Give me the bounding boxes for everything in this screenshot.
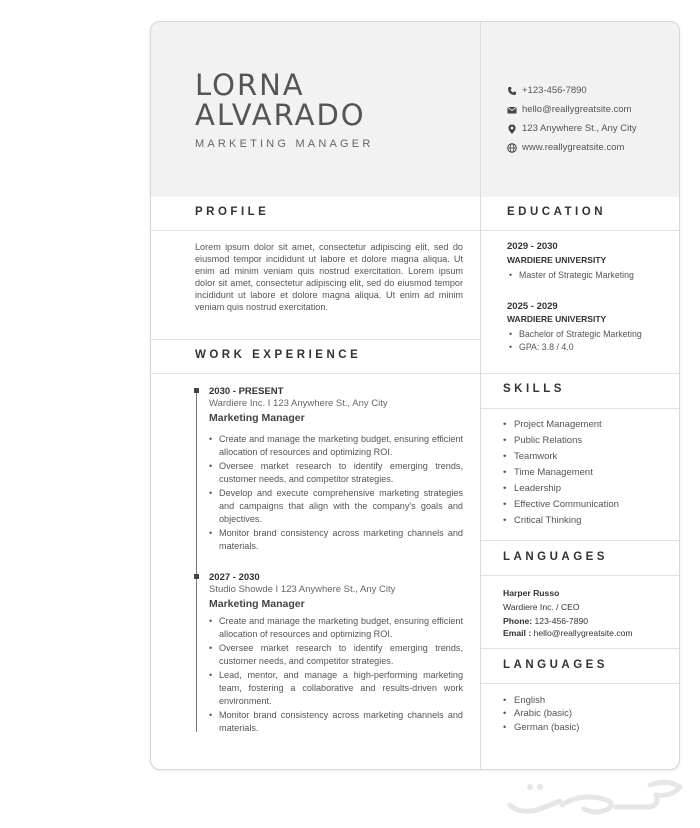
job-bullet: • Develop and execute comprehensive marketing strategies and campaigns that align with the company's goals and objectives. [209,487,463,527]
education-school: WARDIERE UNIVERSITY [507,314,607,324]
education-details [509,269,634,282]
address-text: 123 Anywhere St., Any City [522,123,637,134]
education-school: WARDIERE UNIVERSITY [507,255,607,265]
job-bullet: • Monitor brand consistency across marketing channels and materials. [209,527,463,554]
reference-email-value: hello@reallygreatsite.com [533,628,633,638]
skill-item: • Critical Thinking [503,513,619,529]
reference-divider [481,575,679,576]
column-divider [480,22,481,769]
job-bullets [209,433,463,554]
profile-divider [151,230,480,231]
language-item: • Arabic (basic) [503,707,579,720]
job-company: Wardiere Inc. I 123 Anywhere St., Any City [209,398,388,409]
reference-phone [503,616,588,626]
contact-email [507,104,631,115]
email-text: hello@reallygreatsite.com [522,104,632,115]
job-bullet: • Create and manage the marketing budget, ensuring efficient allocation of resources and optimizing ROI. [209,433,463,460]
skills-list [503,417,619,529]
reference-top-divider [481,540,679,541]
reference-phone-label: Phone: [503,616,533,626]
skills-heading: SKILLS [503,383,565,395]
job-role: Marketing Manager [209,412,305,424]
timeline-marker [194,388,199,393]
languages-divider [481,683,679,684]
education-item: • Bachelor of Strategic Marketing [509,328,642,341]
reference-email [503,628,633,638]
timeline-marker [194,574,199,579]
skill-item: • Effective Communication [503,497,619,513]
contact-address [507,123,637,134]
education-dates: 2025 - 2029 [507,301,558,312]
job-bullet: • Create and manage the marketing budget, ensuring efficient allocation of resources and optimizing ROI. [209,615,463,642]
skills-divider [481,408,679,409]
reference-phone-value: 123-456-7890 [534,616,589,626]
education-item: • GPA: 3.8 / 4.0 [509,341,642,354]
skill-item: • Public Relations [503,433,619,449]
full-name [195,70,366,130]
reference-name: Harper Russo [503,588,560,598]
job-bullet: • Oversee market research to identify emerging trends, customer needs, and competitor strategies. [209,460,463,487]
reference-heading: LANGUAGES [503,551,608,563]
skill-item: • Project Management [503,417,619,433]
skill-item: • Leadership [503,481,619,497]
first-name: LORNA [195,68,305,102]
job-role: Marketing Manager [209,598,305,610]
job-bullets [209,615,463,736]
education-details [509,328,642,354]
location-pin-icon [507,124,517,134]
profile-text: Lorem ipsum dolor sit amet, consectetur adipiscing elit, sed do eiusmod tempor incididunt ut labore et dolore magna aliqua. Ut enim ad minim veniam quis nostrud exercitation. Lorem ipsum dolor sit amet, consectetur adipiscing elit, sed do eiusmod tempor incididunt ut labore et dolore magna aliqua. Ut enim ad minim veniam quis nostrud exercitation. [195,242,463,312]
resume-page [150,21,680,770]
job-company: Studio Showde I 123 Anywhere St., Any City [209,584,396,595]
languages-list [503,694,579,734]
skills-top-divider [481,373,679,374]
mail-icon [507,105,517,115]
job-bullet: • Monitor brand consistency across marketing channels and materials. [209,709,463,736]
language-item: • English [503,694,579,707]
profile-heading: PROFILE [195,206,270,218]
job-dates: 2027 - 2030 [209,572,260,583]
skill-item: • Teamwork [503,449,619,465]
work-heading: WORK EXPERIENCE [195,349,362,361]
contact-phone [507,85,587,96]
website-text: www.reallygreatsite.com [522,142,625,153]
languages-heading: LANGUAGES [503,659,608,671]
education-dates: 2029 - 2030 [507,241,558,252]
language-item: • German (basic) [503,721,579,734]
phone-text: +123-456-7890 [522,85,587,96]
education-divider [481,230,679,231]
contact-website [507,142,624,153]
education-item: • Master of Strategic Marketing [509,269,634,282]
languages-top-divider [481,648,679,649]
job-title: MARKETING MANAGER [195,138,374,150]
job-bullet: • Oversee market research to identify emerging trends, customer needs, and competitor strategies. [209,642,463,669]
job-bullet: • Lead, mentor, and manage a high-performing marketing team, fostering a collaborative and results-driven work environment. [209,669,463,709]
skill-item: • Time Management [503,465,619,481]
haraj-watermark-logo [500,775,690,821]
globe-icon [507,143,517,153]
reference-company: Wardiere Inc. / CEO [503,602,580,612]
work-divider [151,373,480,374]
reference-email-label: Email : [503,628,532,638]
timeline-line [196,388,197,732]
last-name: ALVARADO [195,98,366,132]
education-heading: EDUCATION [507,206,607,218]
job-dates: 2030 - PRESENT [209,386,284,397]
phone-icon [507,86,517,96]
work-top-divider [151,339,480,340]
